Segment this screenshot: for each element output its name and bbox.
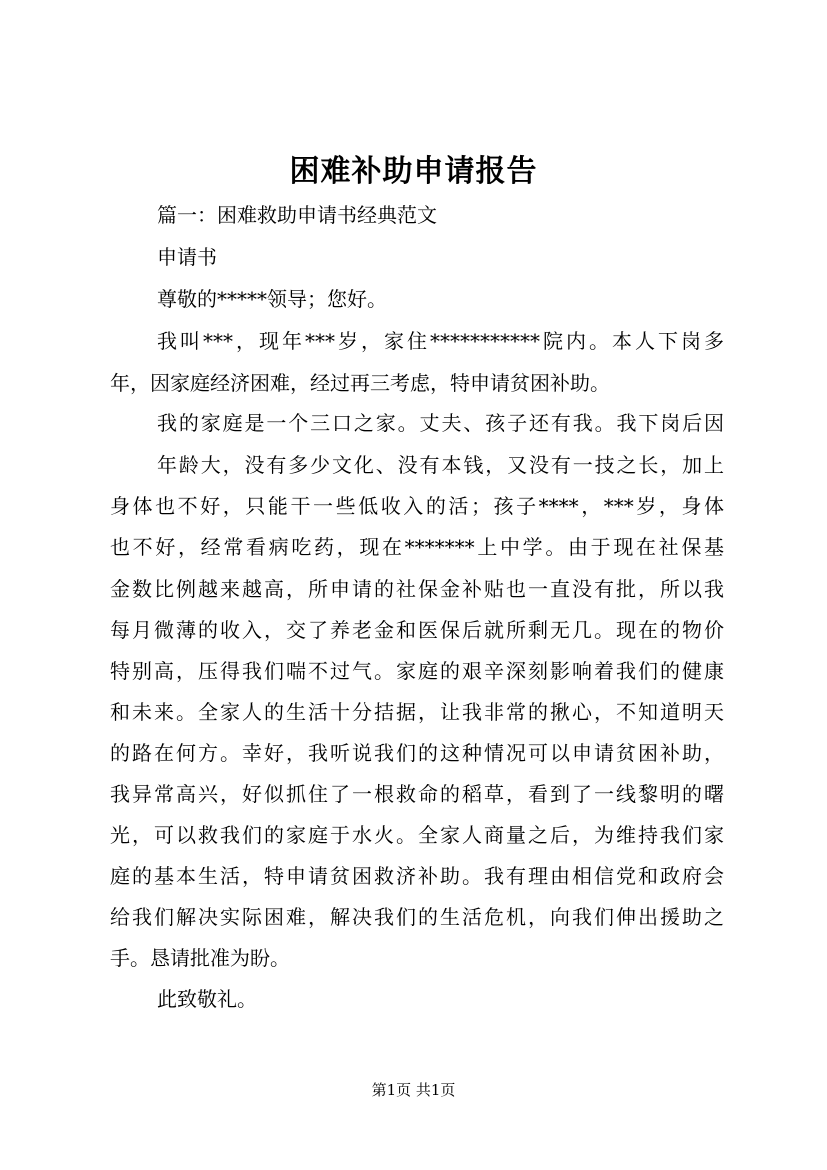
paragraph-line: 庭的基本生活，特申请贫困救济补助。我有理由相信党和政府会 xyxy=(110,864,724,888)
paragraph-line: 我叫***，现年***岁，家住***********院内。本人下岗多 xyxy=(157,329,724,353)
paragraph-line: 给我们解决实际困难，解决我们的生活危机，向我们伸出援助之 xyxy=(110,905,724,929)
paragraph-line: 年，因家庭经济困难，经过再三考虑，特申请贫困补助。 xyxy=(110,371,610,395)
paragraph-line: 每月微薄的收入，交了养老金和医保后就所剩无几。现在的物价 xyxy=(110,618,724,642)
paragraph-line: 和未来。全家人的生活十分拮据，让我非常的揪心，不知道明天 xyxy=(110,700,724,724)
paragraph-line: 的路在何方。幸好，我听说我们的这种情况可以申请贫困补助， xyxy=(110,741,724,765)
paragraph-line: 我异常高兴，好似抓住了一根救命的稻草，看到了一线黎明的曙 xyxy=(110,782,724,806)
document-title: 困难补助申请报告 xyxy=(289,154,538,189)
paragraph-line: 手。恳请批准为盼。 xyxy=(110,946,290,970)
paragraph-line: 我的家庭是一个三口之家。丈夫、孩子还有我。我下岗后因 xyxy=(157,411,724,435)
paragraph-line: 也不好，经常看病吃药，现在*******上中学。由于现在社保基 xyxy=(110,535,724,559)
paragraph-line: 年龄大，没有多少文化、没有本钱，又没有一技之长，加上 xyxy=(157,453,724,477)
salutation: 尊敬的*****领导；您好。 xyxy=(157,287,387,311)
paragraph-line: 身体也不好，只能干一些低收入的活；孩子****，***岁，身体 xyxy=(110,494,724,518)
page-footer: 第1页 共1页 xyxy=(371,1081,456,1099)
document-type: 申请书 xyxy=(157,245,217,269)
section-heading: 篇一：困难救助申请书经典范文 xyxy=(157,203,437,227)
closing: 此致敬礼。 xyxy=(157,987,257,1011)
paragraph-line: 光，可以救我们的家庭于水火。全家人商量之后，为维持我们家 xyxy=(110,823,724,847)
paragraph-line: 金数比例越来越高，所申请的社保金补贴也一直没有批，所以我 xyxy=(110,577,724,601)
paragraph-line: 特别高，压得我们喘不过气。家庭的艰辛深刻影响着我们的健康 xyxy=(110,659,724,683)
